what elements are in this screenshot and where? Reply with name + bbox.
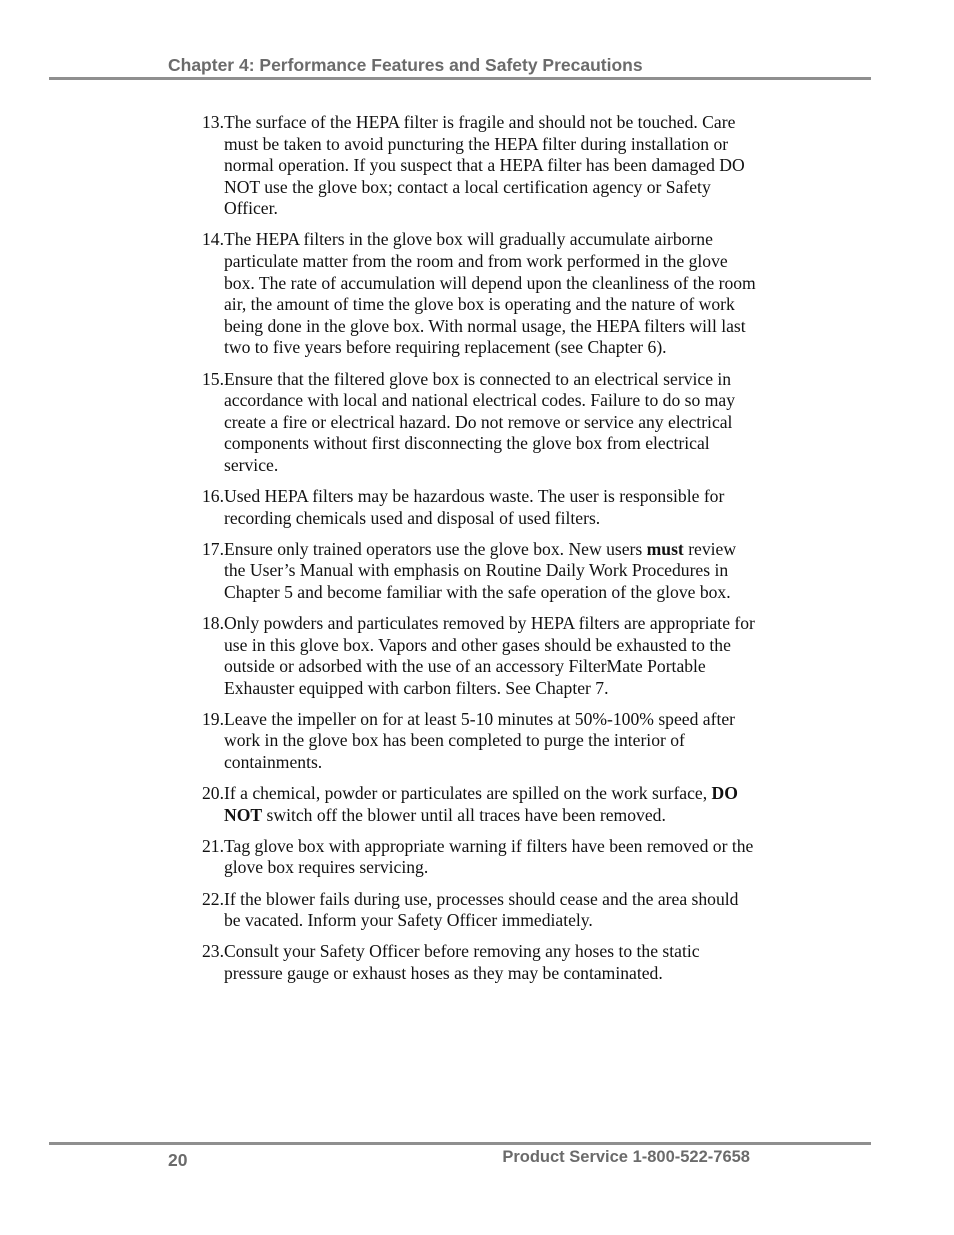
list-item-number xyxy=(186,836,224,879)
body-text: Tag glove box with appropriate warning if filters have been removed or the glove box requires servicing. xyxy=(224,835,754,878)
page-number: 20 xyxy=(168,1150,188,1170)
list-item-number-text: 13. xyxy=(202,112,224,132)
list-item-number-text: 23. xyxy=(202,941,224,962)
list-item xyxy=(186,783,758,826)
list-item-number-text: 18. xyxy=(202,612,224,633)
list-item-text xyxy=(224,889,758,932)
list-item xyxy=(186,613,758,699)
list-item xyxy=(186,889,758,932)
list-item-text xyxy=(224,229,758,359)
list-item xyxy=(186,229,758,359)
list-item-number xyxy=(186,709,224,774)
list-item xyxy=(186,836,758,879)
list-item xyxy=(186,112,758,220)
body-text: Ensure that the filtered glove box is connected to an electrical service in accordance with local and national electrical codes. Failure to do so may create a fire or electrical hazard. Do not remove or service any electrical components without first disconnecting the glove box from electrical service. xyxy=(224,368,735,475)
body-text: Only powders and particulates removed by HEPA filters are appropriate for use in this glove box. Vapors and other gases should be exhausted to the outside or adsorbed with the use of an accessory FilterMate Portable Exhauster equipped with carbon filters. See Chapter 7. xyxy=(224,612,755,698)
list-item xyxy=(186,369,758,477)
list-item-text xyxy=(224,836,758,879)
body-text: Used HEPA filters may be hazardous waste. The user is responsible for recording chemicals used and disposal of used filters. xyxy=(224,486,725,528)
list-item-number-text: 21. xyxy=(202,835,224,856)
list-item-number-text: 16. xyxy=(202,486,224,506)
list-item xyxy=(186,539,758,604)
product-service-phone: Product Service 1-800-522-7658 xyxy=(502,1148,750,1166)
list-item-text xyxy=(224,486,758,529)
list-item-text xyxy=(224,783,758,826)
emphasis-text: DO NOT xyxy=(224,783,738,825)
list-item-number xyxy=(186,613,224,699)
list-item xyxy=(186,486,758,529)
body-text: The HEPA filters in the glove box will gradually accumulate airborne particulate matter from the room and from work performed in the glove box. The rate of accumulation will depend upon the cleanliness of the room air, the amount of time the glove box is operating and the nature of work being done in the glove box. With normal usage, the HEPA filters will last two to five years before requiring replacement (see Chapter 6). xyxy=(224,229,756,358)
body-text: review the User’s Manual with emphasis on Routine Daily Work Procedures in Chapter 5 and become familiar with the safe operation of the glove box. xyxy=(224,538,737,602)
list-item-text xyxy=(224,941,758,984)
list-item-text xyxy=(224,709,758,774)
list-item-text xyxy=(224,112,758,220)
body-text: Ensure only trained operators use the glove box. New users xyxy=(224,538,647,559)
body-text: switch off the blower until all traces have been removed. xyxy=(262,804,666,825)
list-item-text xyxy=(224,369,758,477)
list-item-number-text: 20. xyxy=(202,783,224,804)
header-divider xyxy=(49,77,871,80)
list-item-number xyxy=(186,486,224,529)
list-item-number xyxy=(186,783,224,826)
list-item-number xyxy=(186,889,224,932)
body-text: If the blower fails during use, processes should cease and the area should be vacated. Inform your Safety Officer immediately. xyxy=(224,888,739,931)
body-text: Consult your Safety Officer before removing any hoses to the static pressure gauge or exhaust hoses as they may be contaminated. xyxy=(224,941,700,983)
list-item-number xyxy=(186,369,224,477)
list-item-number-text: 14. xyxy=(202,229,224,250)
list-item-number-text: 22. xyxy=(202,888,224,909)
footer-divider xyxy=(49,1142,871,1145)
list-item-text xyxy=(224,539,758,604)
list-item-number xyxy=(186,539,224,604)
list-item-text xyxy=(224,613,758,699)
list-item-number-text: 15. xyxy=(202,368,224,389)
safety-precautions-list xyxy=(186,112,758,994)
list-item-number-text: 19. xyxy=(202,708,224,729)
body-text: If a chemical, powder or particulates are spilled on the work surface, xyxy=(224,783,712,804)
list-item xyxy=(186,941,758,984)
list-item-number xyxy=(186,112,224,220)
list-item-number xyxy=(186,229,224,359)
chapter-title: Chapter 4: Performance Features and Safety Precautions xyxy=(168,55,643,75)
body-text: Leave the impeller on for at least 5-10 minutes at 50%-100% speed after work in the glove box has been completed to purge the interior of containments. xyxy=(224,708,736,773)
list-item xyxy=(186,709,758,774)
emphasis-text: must xyxy=(646,538,684,559)
list-item-number-text: 17. xyxy=(202,538,224,559)
body-text: The surface of the HEPA filter is fragile and should not be touched. Care must be taken to avoid puncturing the HEPA filter during installation or normal operation. If you suspect that a HEPA filter has been damaged DO NOT use the glove box; contact a local certification agency or Safety Officer. xyxy=(224,112,745,219)
list-item-number xyxy=(186,941,224,984)
